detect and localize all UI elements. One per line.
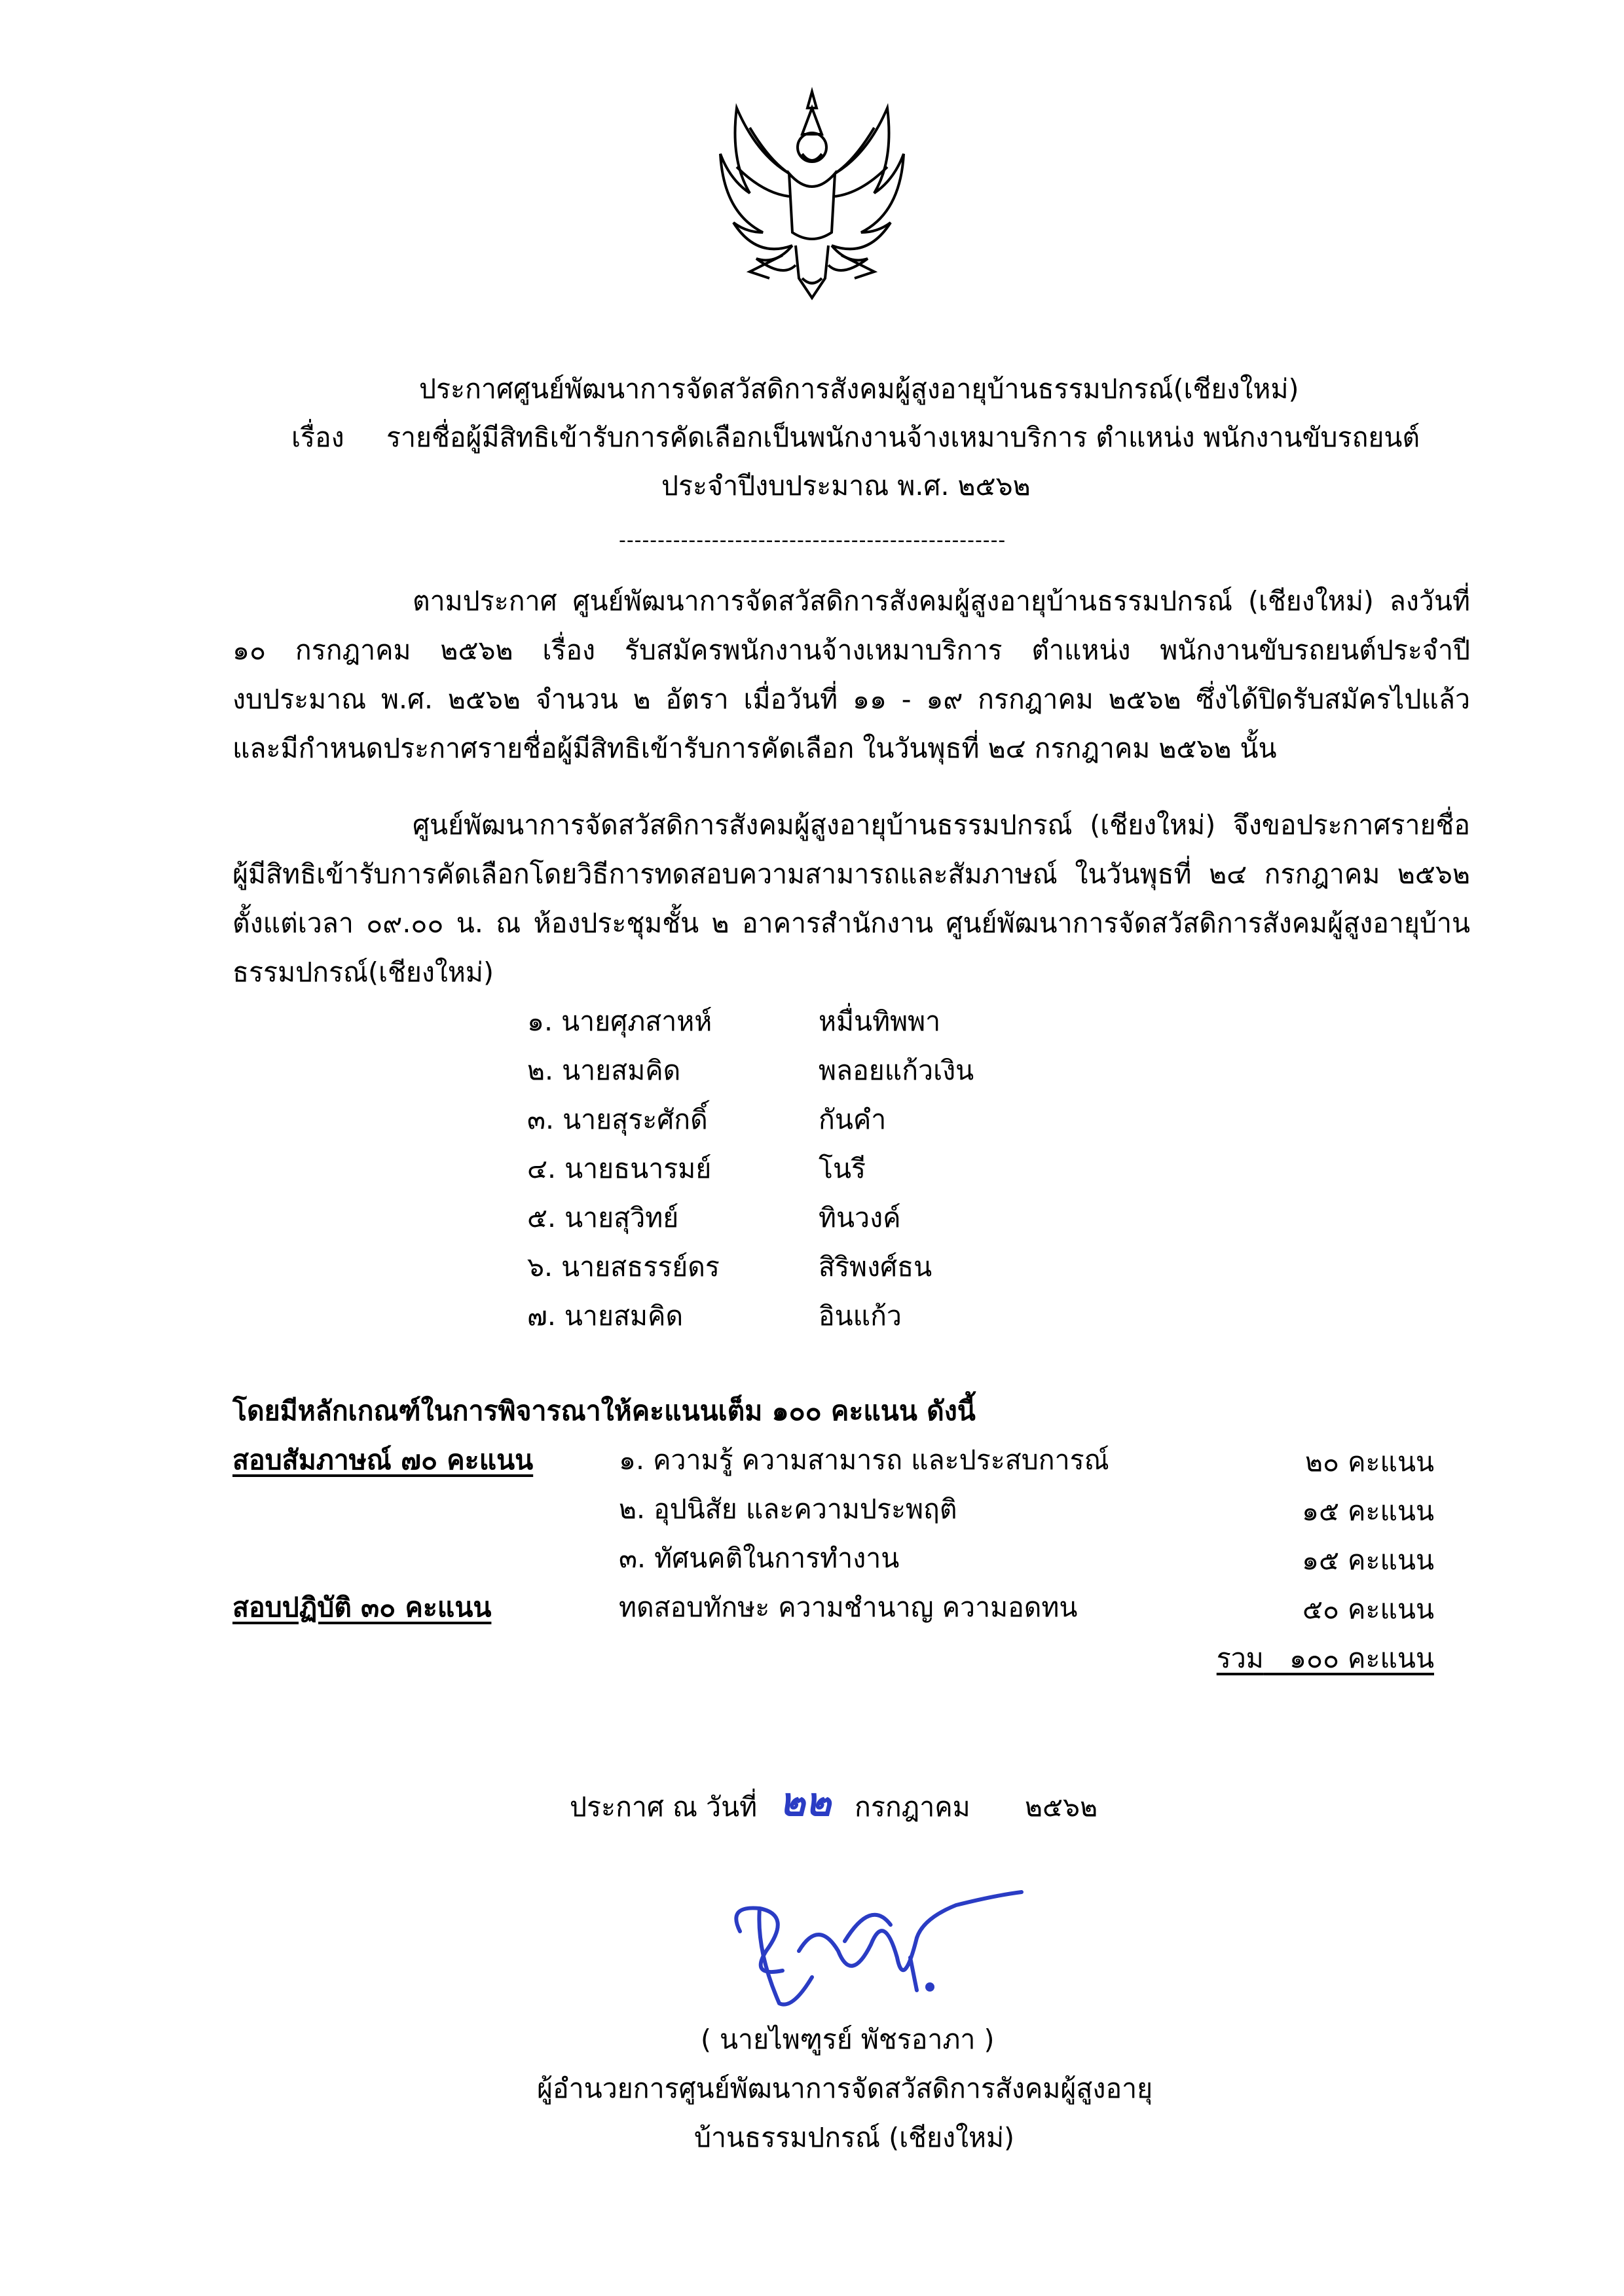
- candidate-first-5: ๕. นายสุวิทย์: [527, 1202, 679, 1233]
- candidate-last-3: กันคำ: [819, 1104, 887, 1135]
- paragraph-1-line-4: และมีกำหนดประกาศรายชื่อผู้มีสิทธิเข้ารับการคัดเลือก ในวันพุธที่ ๒๔ กรกฎาคม ๒๕๖๒ นั้น: [232, 733, 1277, 764]
- total-label: รวม: [1216, 1643, 1264, 1674]
- paragraph-2-line-4: ธรรมปกรณ์(เชียงใหม่): [232, 957, 494, 988]
- candidate-last-2: พลอยแก้วเงิน: [819, 1055, 974, 1086]
- criteria-item-3: ๓. ทัศนคติในการทำงาน: [619, 1542, 900, 1574]
- announcement-month: กรกฎาคม: [855, 1791, 970, 1823]
- criteria-item-1: ๑. ความรู้ ความสามารถ และประสบการณ์: [619, 1444, 1109, 1476]
- candidate-last-6: สิริพงศ์ธน: [819, 1251, 932, 1283]
- candidate-first-1: ๑. นายศุภสาหห์: [527, 1006, 712, 1037]
- criteria-item-4: ทดสอบทักษะ ความชำนาญ ความอดทน: [619, 1592, 1078, 1623]
- practical-label: สอบปฏิบัติ ๓๐ คะแนน: [232, 1592, 492, 1623]
- paragraph-2-line-2: ผู้มีสิทธิเข้ารับการคัดเลือกโดยวิธีการทดสอบความสามารถและสัมภาษณ์ ในวันพุธที่ ๒๔ กรกฎาคม ๒๕๖๒: [232, 858, 1470, 890]
- subject-line-1: รายชื่อผู้มีสิทธิเข้ารับการคัดเลือกเป็นพนักงานจ้างเหมาบริการ ตำแหน่ง พนักงานขับรถยนต์: [386, 422, 1420, 453]
- page-title: ประกาศศูนย์พัฒนาการจัดสวัสดิการสังคมผู้สูงอายุบ้านธรรมปกรณ์(เชียงใหม่): [419, 373, 1299, 405]
- candidate-first-6: ๖. นายสธรรย์ดร: [527, 1251, 720, 1283]
- candidate-last-1: หมื่นทิพพา: [819, 1006, 941, 1037]
- paragraph-1-line-1: ตามประกาศ ศูนย์พัฒนาการจัดสวัสดิการสังคมผู้สูงอายุบ้านธรรมปกรณ์ (เชียงใหม่) ลงวันที่: [413, 585, 1470, 617]
- signatory-name: ( นายไพฑูรย์ พัชรอาภา ): [701, 2024, 995, 2055]
- announcement-year: ๒๕๖๒: [1025, 1791, 1098, 1823]
- candidate-last-5: ทินวงค์: [819, 1202, 901, 1233]
- garuda-emblem: [710, 82, 913, 304]
- signature: [720, 1879, 1028, 2023]
- signatory-position-2: บ้านธรรมปกรณ์ (เชียงใหม่): [694, 2122, 1015, 2153]
- interview-label: สอบสัมภาษณ์ ๗๐ คะแนน: [232, 1444, 534, 1476]
- candidate-first-2: ๒. นายสมคิด: [527, 1055, 681, 1086]
- paragraph-1-line-2: ๑๐ กรกฎาคม ๒๕๖๒ เรื่อง รับสมัครพนักงานจ้างเหมาบริการ ตำแหน่ง พนักงานขับรถยนต์ประจำปี: [232, 634, 1470, 666]
- separator-line: --------------------------------------------------: [619, 529, 1006, 552]
- announcement-prefix: ประกาศ ณ วันที่: [570, 1791, 758, 1823]
- criteria-score-2: ๑๕ คะแนน: [1301, 1495, 1434, 1527]
- criteria-item-2: ๒. อุปนิสัย และความประพฤติ: [619, 1493, 957, 1525]
- candidate-first-7: ๗. นายสมคิด: [527, 1300, 684, 1332]
- signatory-position-1: ผู้อำนวยการศูนย์พัฒนาการจัดสวัสดิการสังคมผู้สูงอายุ: [537, 2073, 1153, 2104]
- criteria-heading: โดยมีหลักเกณฑ์ในการพิจารณาให้คะแนนเต็ม ๑๐๐ คะแนน ดังนี้: [232, 1395, 976, 1427]
- announcement-day: ๒๒: [779, 1779, 832, 1825]
- total-score: ๑๐๐ คะแนน: [1289, 1643, 1434, 1674]
- criteria-score-1: ๒๐ คะแนน: [1304, 1446, 1434, 1478]
- candidate-first-3: ๓. นายสุระศักดิ์: [527, 1104, 708, 1135]
- criteria-score-4: ๕๐ คะแนน: [1302, 1594, 1434, 1625]
- paragraph-2-line-1: ศูนย์พัฒนาการจัดสวัสดิการสังคมผู้สูงอายุบ้านธรรมปกรณ์ (เชียงใหม่) จึงขอประกาศรายชื่อ: [413, 809, 1470, 841]
- paragraph-2-line-3: ตั้งแต่เวลา ๐๙.๐๐ น. ณ ห้องประชุมชั้น ๒ อาคารสำนักงาน ศูนย์พัฒนาการจัดสวัสดิการสังคมผู้สูงอายุบ้าน: [232, 907, 1470, 939]
- paragraph-1-line-3: งบประมาณ พ.ศ. ๒๕๖๒ จำนวน ๒ อัตรา เมื่อวันที่ ๑๑ - ๑๙ กรกฎาคม ๒๕๖๒ ซึ่งได้ปิดรับสมัครไปแล้ว: [232, 683, 1470, 715]
- candidate-first-4: ๔. นายธนารมย์: [527, 1153, 712, 1184]
- total-row: [1217, 1633, 1434, 1683]
- criteria-score-3: ๑๕ คะแนน: [1301, 1544, 1434, 1576]
- subject-line-2: ประจำปีงบประมาณ พ.ศ. ๒๕๖๒: [661, 470, 1031, 501]
- subject-label: เรื่อง: [291, 422, 344, 453]
- candidate-last-4: โนรี: [819, 1153, 866, 1184]
- candidate-last-7: อินแก้ว: [819, 1300, 902, 1332]
